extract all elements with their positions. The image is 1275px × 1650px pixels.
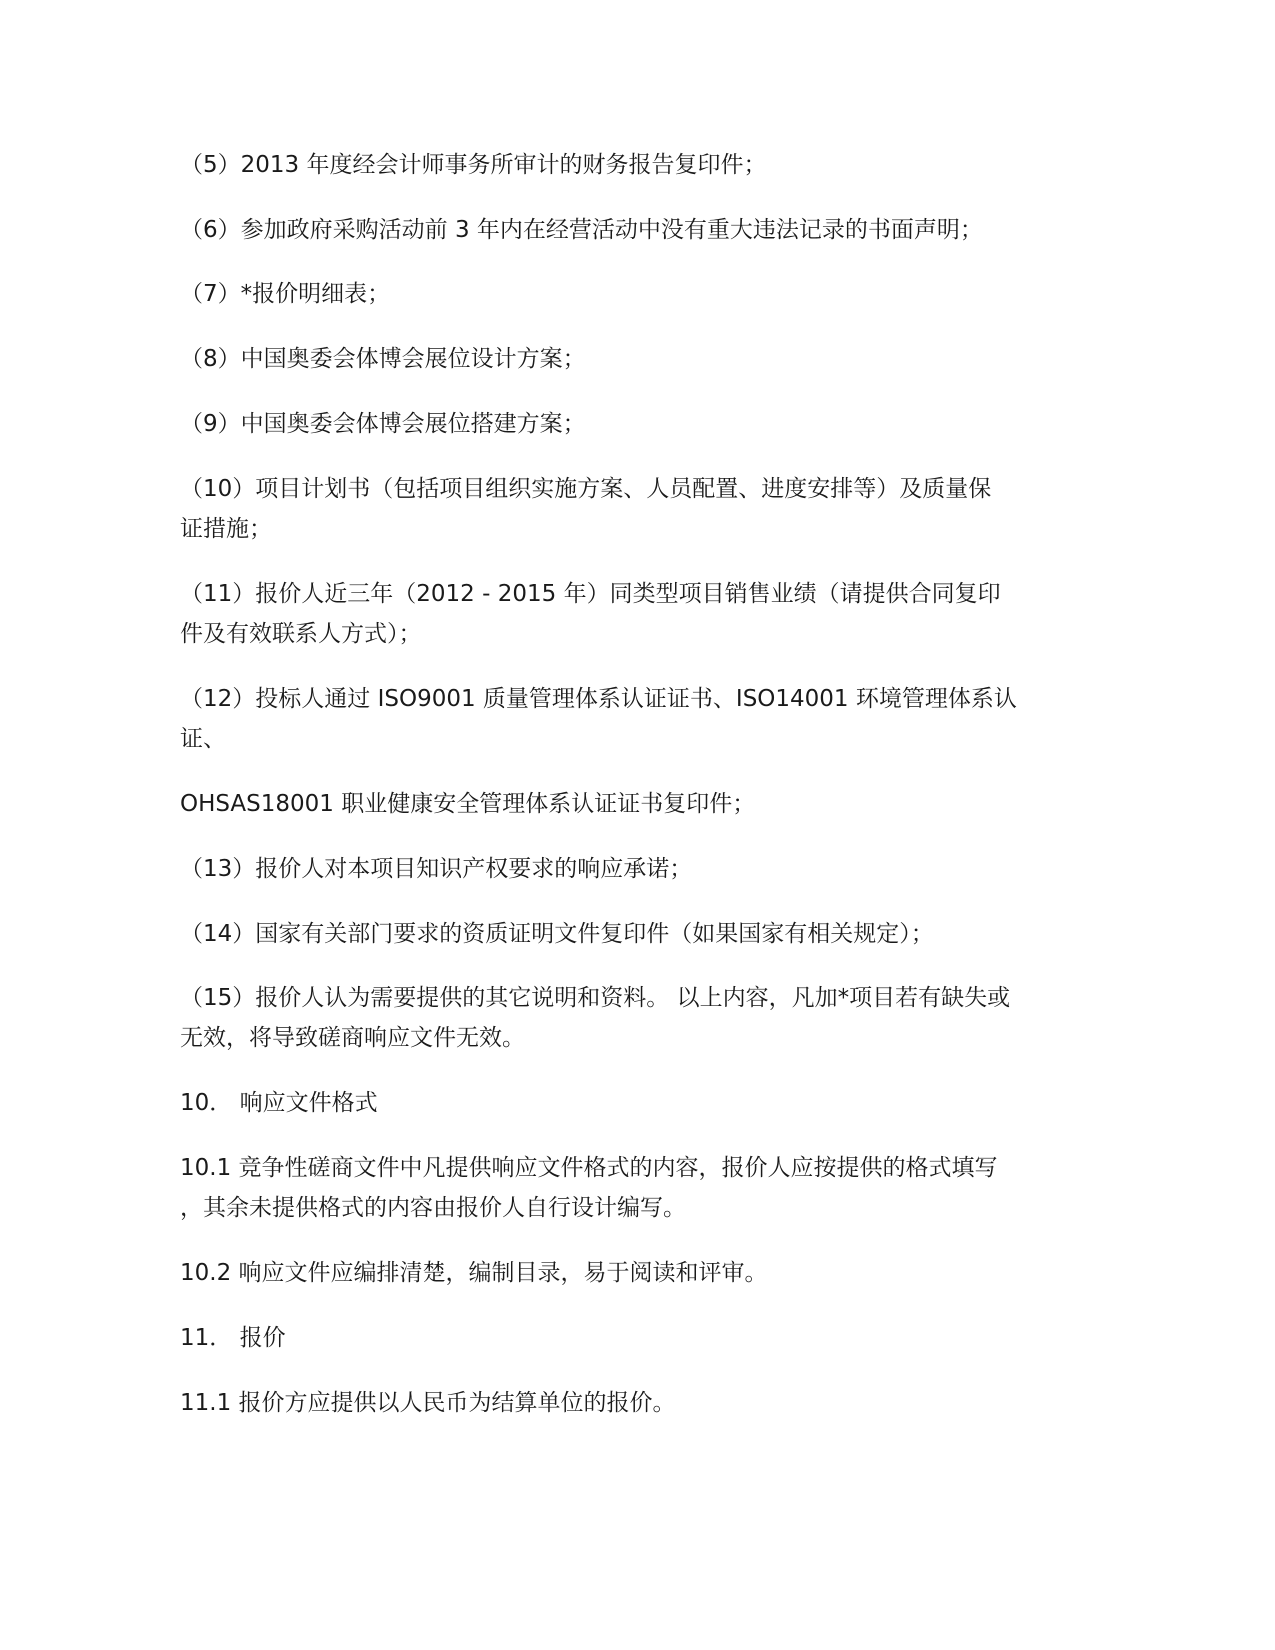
clause-10-2: 10.2 响应文件应编排清楚，编制目录，易于阅读和评审。	[180, 1260, 768, 1286]
item-8: （8）中国奥委会体博会展位设计方案；	[180, 346, 586, 372]
item-12-line-2: 证、	[180, 726, 226, 752]
item-13: （13）报价人对本项目知识产权要求的响应承诺；	[180, 856, 693, 882]
item-9: （9）中国奥委会体博会展位搭建方案；	[180, 411, 586, 437]
item-14: （14）国家有关部门要求的资质证明文件复印件（如果国家有相关规定）；	[180, 921, 934, 947]
item-6: （6）参加政府采购活动前 3 年内在经营活动中没有重大违法记录的书面声明；	[180, 217, 983, 243]
clause-10-1-line-2: ，其余未提供格式的内容由报价人自行设计编写。	[180, 1195, 686, 1221]
clause-11-1: 11.1 报价方应提供以人民币为结算单位的报价。	[180, 1390, 676, 1416]
item-15-line-2: 无效，将导致磋商响应文件无效。	[180, 1025, 525, 1051]
item-12-line-3: OHSAS18001 职业健康安全管理体系认证证书复印件；	[180, 791, 756, 817]
item-15-line-1: （15）报价人认为需要提供的其它说明和资料。 以上内容，凡加*项目若有缺失或	[180, 985, 1011, 1011]
item-10-line-2: 证措施；	[180, 516, 272, 542]
clause-10-1-line-1: 10.1 竞争性磋商文件中凡提供响应文件格式的内容，报价人应按提供的格式填写	[180, 1155, 998, 1181]
item-11-line-2: 件及有效联系人方式）；	[180, 621, 422, 647]
item-7: （7）*报价明细表；	[180, 281, 391, 307]
section-10-heading: 10． 响应文件格式	[180, 1090, 378, 1116]
item-10-line-1: （10）项目计划书（包括项目组织实施方案、人员配置、进度安排等）及质量保	[180, 476, 992, 502]
item-5: （5）2013 年度经会计师事务所审计的财务报告复印件；	[180, 152, 767, 178]
section-11-heading: 11． 报价	[180, 1325, 286, 1351]
item-12-line-1: （12）投标人通过 ISO9001 质量管理体系认证证书、ISO14001 环境管理体系认	[180, 686, 1017, 712]
item-11-line-1: （11）报价人近三年（2012 - 2015 年）同类型项目销售业绩（请提供合同复印	[180, 581, 1001, 607]
